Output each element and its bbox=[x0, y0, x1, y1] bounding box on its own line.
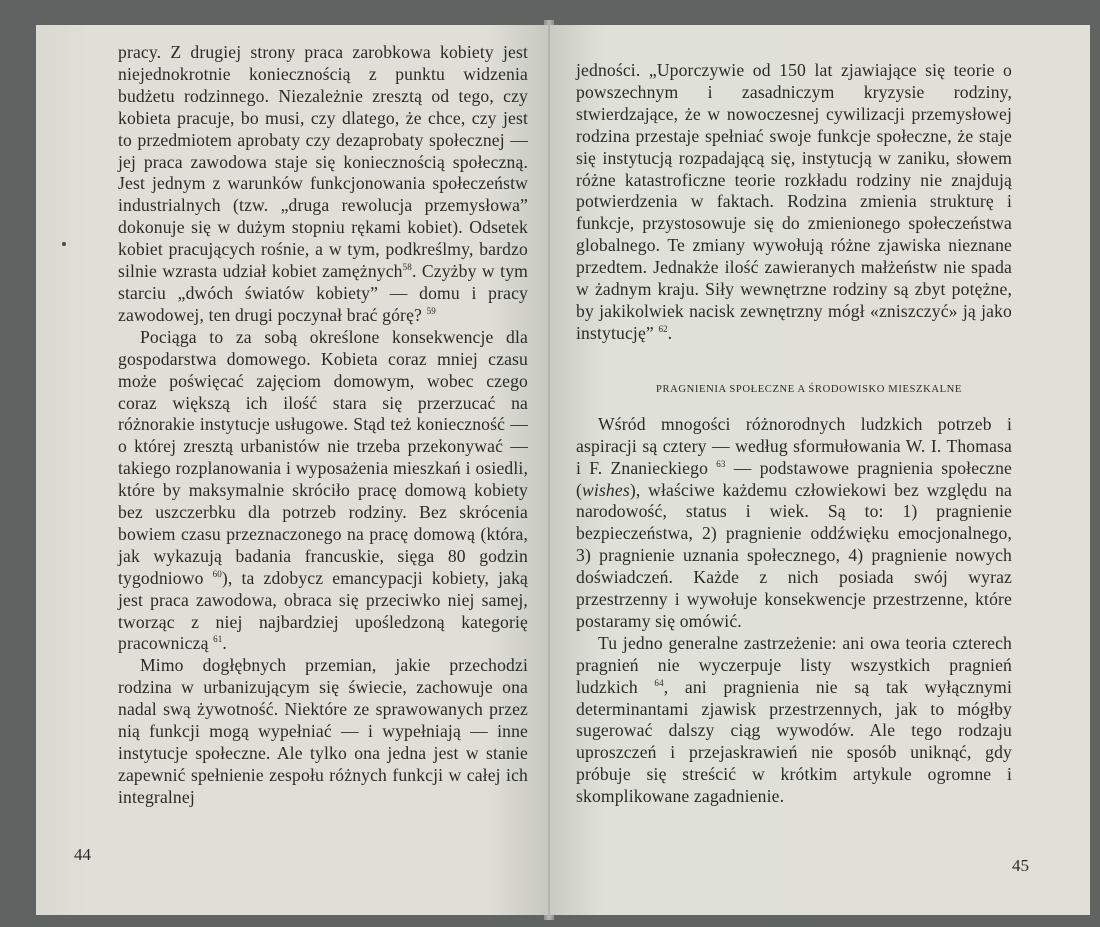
footnote-ref: 62 bbox=[658, 323, 668, 334]
page-number: 44 bbox=[74, 845, 91, 864]
page-speck bbox=[62, 242, 66, 246]
footnote-ref: 64 bbox=[654, 677, 664, 688]
paragraph: Mimo dogłębnych przemian, jakie przechodzi rodzina w urbanizującym się świecie, zachowuje ona nadal swą żywotność. Niektóre ze sprawowanych przez nią funkcji mogą wypełniać — i wypełniają — inne instytucje społeczne. Ale tylko ona jedna jest w stanie zapewnić spełnienie zespołu różnych funkcji w całej ich integralnej bbox=[118, 655, 528, 807]
right-page-text bbox=[576, 60, 1012, 808]
paragraph: jedności. „Uporczywie od 150 lat zjawiające się teorie o powszechnym i zasadniczym kryzysie rodziny, stwierdzające, że w nowoczesnej cywilizacji przemysłowej rodzina przestaje spełniać swoje funkcje społeczne, że staje się instytucją rozpadającą się, instytucją w zaniku, słowem różne katastroficzne teorie rozkładu rodziny nie znajdują potwierdzenia w faktach. Rodzina zmienia strukturę i funkcje, przystosowuje się do zmienionego społeczeństwa globalnego. Te zmiany wywołują różne zjawiska nieznane przedtem. Jednakże ilość zawieranych małżeństw nie spada w żadnym kraju. Siły wewnętrzne rodziny są zbyt potężne, by jakikolwiek nacisk zewnętrzny mógł «zniszczyć» ją jako instytucję” $^{62}$. bbox=[576, 60, 1012, 343]
footnote-ref: 60 bbox=[212, 568, 222, 579]
paragraph: pracy. Z drugiej strony praca zarobkowa kobiety jest niejednokrotnie koniecznością z punktu widzenia budżetu rodzinnego. Niezależnie zresztą od tego, czy kobieta pracuje, bo musi, czy dlatego, że chce, czy jest to przedmiotem aprobaty czy dezaprobaty społecznej — jej praca zawodowa staje się koniecznością społeczną. Jest jednym z warunków funkcjonowania społeczeństw industrialnych (tzw. „druga rewolucja przemysłowa” dokonuje się w dużym stopniu rękami kobiet). Odsetek kobiet pracujących rośnie, a w tym, podkreślmy, bardzo silnie wzrasta udział kobiet zamężnych$^{58}$. Czyżby w tym starciu „dwóch światów kobiety” — domu i pracy zawodowej, ten drugi poczynał brać górę? $^{59}$ bbox=[118, 42, 528, 325]
paragraph: Pociąga to za sobą określone konsekwencje dla gospodarstwa domowego. Kobieta coraz mniej czasu może poświęcać zajęciom domowym, wobec czego coraz większą ich ilość stara się przerzucać na różnorakie instytucje usługowe. Stąd też konieczność — o której zresztą urbanistów nie trzeba przekonywać — takiego rozplanowania i wyposażenia mieszkań i osiedli, które by maksymalnie skróciło pracę domową kobiety bez uszczerbku dla potrzeb rodziny. Bez skrócenia bowiem czasu przeznaczonego na pracę domową (która, jak wykazują badania francuskie, sięga 80 godzin tygodniowo $^{60}$), ta zdobycz emancypacji kobiety, jaką jest praca zawodowa, obraca się przeciwko niej samej, tworząc z niej najbardziej upośledzoną kategorię pracowniczą $^{61}$. bbox=[118, 326, 528, 654]
footnote-ref: 58 bbox=[402, 262, 412, 273]
footnote-ref: 61 bbox=[213, 634, 223, 645]
left-page bbox=[36, 25, 548, 915]
left-page-text bbox=[118, 42, 528, 809]
section-heading: PRAGNIENIA SPOŁECZNE A ŚRODOWISKO MIESZKALNE bbox=[656, 383, 962, 395]
right-page bbox=[550, 25, 1090, 915]
paragraph: Tu jedno generalne zastrzeżenie: ani owa teoria czterech pragnień nie wyczerpuje listy wszystkich pragnień ludzkich $^{64}$, ani pragnienia nie są tak wyłącznymi determinantami zjawisk przestrzennych, jak to mógłby sugerować dalszy ciąg wywodów. Ale tego rodzaju uproszczeń i przejaskrawień nie sposób uniknąć, gdy próbuje się streścić w krótkim artykule ogromne i skomplikowane zagadnienie. bbox=[576, 632, 1012, 807]
footnote-ref: 63 bbox=[716, 458, 726, 469]
emphasis: wishes bbox=[582, 479, 630, 500]
footnote-ref: 59 bbox=[426, 305, 436, 316]
page-number: 45 bbox=[1012, 856, 1029, 875]
paragraph: Wśród mnogości różnorodnych ludzkich potrzeb i aspiracji są cztery — według sformułowania W. I. Thomasa i F. Znanieckiego $^{63}$ — podstawowe pragnienia społeczne (wishes), właściwe każdemu człowiekowi bez względu na narodowość, status i wiek. Są to: 1) pragnienie bezpieczeństwa, 2) pragnienie oddźwięku emocjonalnego, 3) pragnienie uznania społecznego, 4) pragnienie nowych doświadczeń. Każde z nich posiada swój wyraz przestrzenny i wywołuje konsekwencje przestrzenne, które postaramy się omówić. bbox=[576, 413, 1012, 631]
